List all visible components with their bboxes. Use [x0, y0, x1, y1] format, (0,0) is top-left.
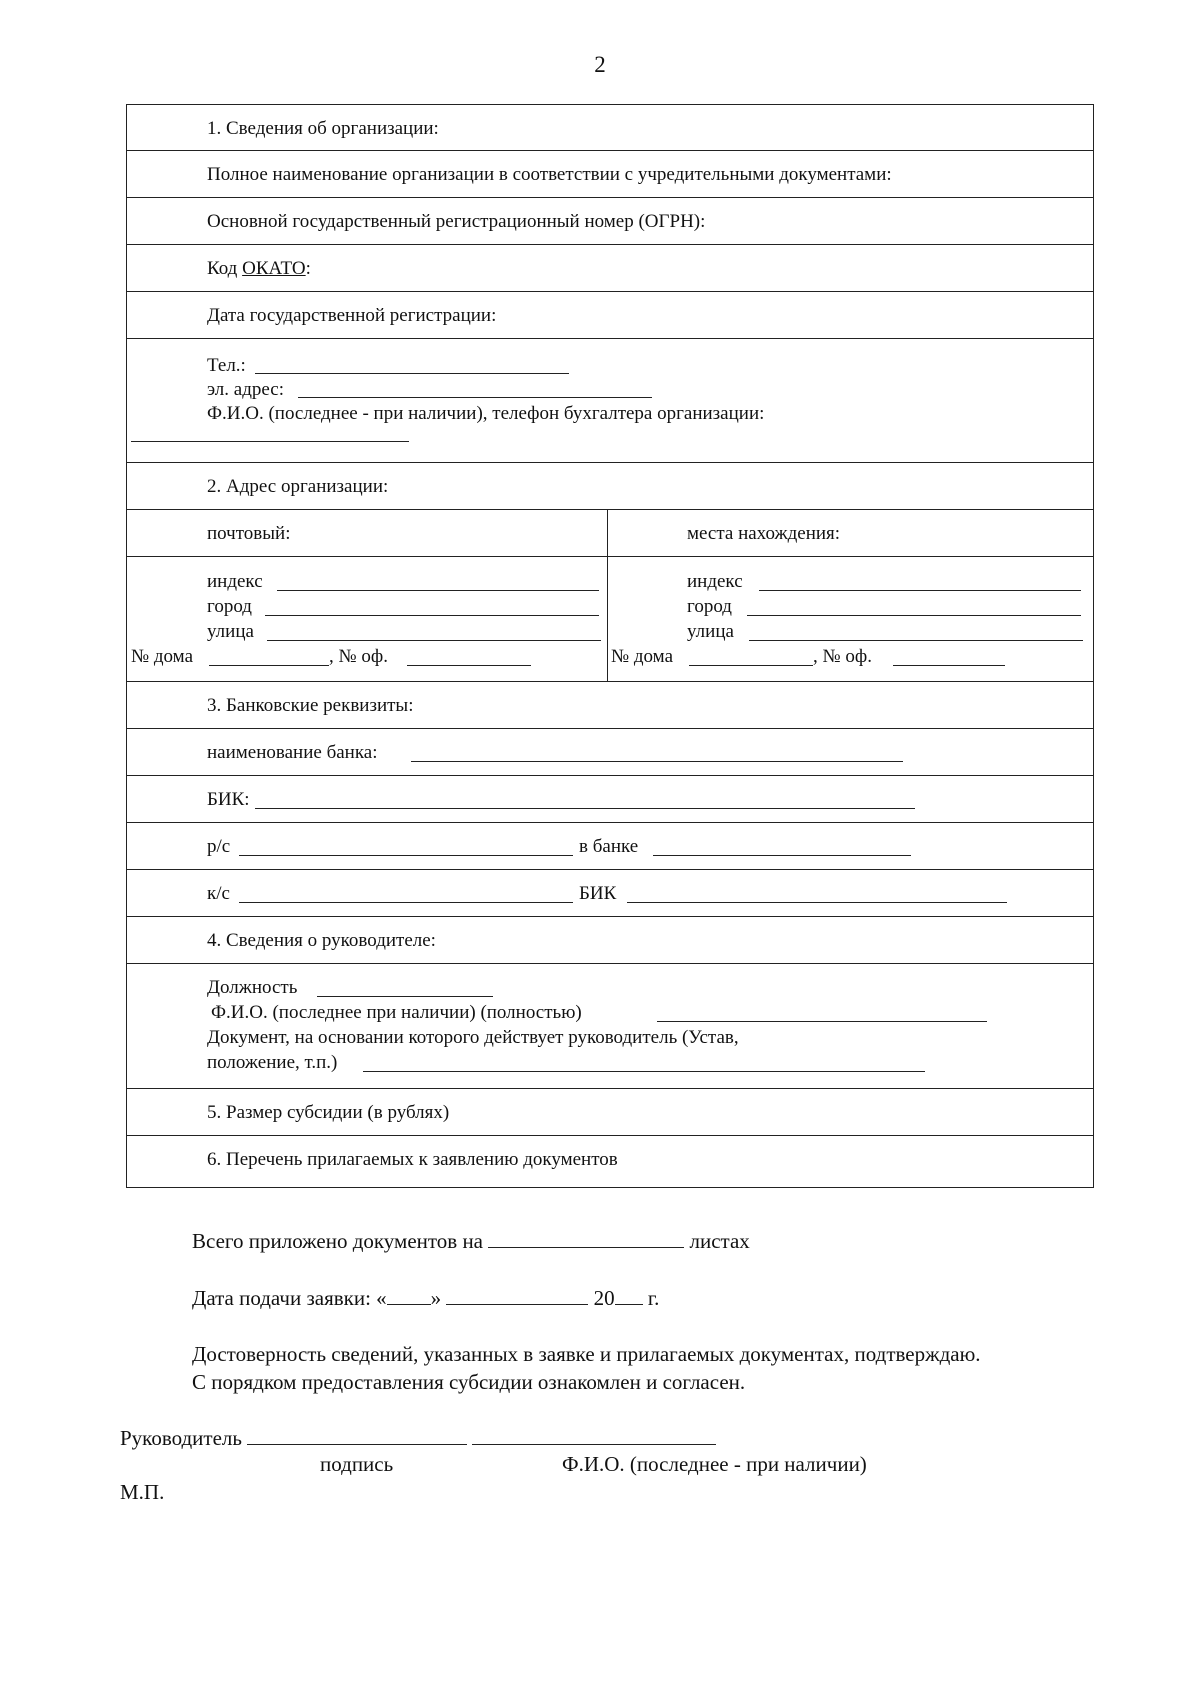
row-org-header: [127, 105, 1093, 151]
confirm-line-2: С порядком предоставления субсидии ознакомлен и согласен.: [192, 1370, 746, 1394]
row-contacts: [127, 339, 1093, 463]
head-fio-signature-field[interactable]: [472, 1427, 716, 1445]
application-form-table: [126, 104, 1094, 1188]
bik-field[interactable]: [255, 808, 915, 809]
bank-name-label: наименование банка:: [207, 742, 378, 763]
row-ogrn[interactable]: [127, 198, 1093, 245]
postal-city-label: город: [207, 596, 252, 617]
position-label: Должность: [207, 977, 298, 998]
date-year-field[interactable]: [615, 1287, 643, 1305]
bank-name-field[interactable]: [411, 761, 903, 762]
subsidy-label: 5. Размер субсидии (в рублях): [207, 1102, 450, 1123]
postal-house-label: № дома: [131, 646, 194, 667]
date-day-field[interactable]: [387, 1287, 431, 1305]
bik2-field[interactable]: [627, 902, 1007, 903]
phone-label: Тел.:: [207, 355, 246, 376]
row-attached-docs[interactable]: [127, 1136, 1093, 1186]
head-signature-line: [120, 1425, 716, 1451]
postal-index-field[interactable]: [277, 590, 599, 591]
signature-caption: подпись: [320, 1452, 394, 1476]
location-label: места нахождения:: [687, 523, 841, 544]
row-rs: [127, 823, 1093, 870]
ogrn-label: Основной государственный регистрационный номер (ОГРН):: [207, 211, 706, 232]
location-house-label: № дома: [611, 646, 674, 667]
head-fio-label: Ф.И.О. (последнее при наличии) (полностью): [211, 1002, 582, 1023]
stamp-label: М.П.: [120, 1480, 165, 1504]
location-city-label: город: [687, 596, 732, 617]
doc-basis-field[interactable]: [363, 1071, 925, 1072]
location-street-label: улица: [687, 621, 734, 642]
head-label: Руководитель: [120, 1426, 242, 1450]
row-bik: [127, 776, 1093, 823]
row-subsidy[interactable]: [127, 1089, 1093, 1136]
row-ks: [127, 870, 1093, 917]
location-index-label: индекс: [687, 571, 743, 592]
in-bank-label: в банке: [579, 836, 639, 857]
attached-count-line: [192, 1228, 750, 1254]
postal-label: почтовый:: [207, 523, 291, 544]
attached-docs-label: 6. Перечень прилагаемых к заявлению документов: [207, 1149, 618, 1170]
head-fio-field[interactable]: [657, 1021, 987, 1022]
submission-date-line: [192, 1285, 659, 1311]
rs-field[interactable]: [239, 855, 573, 856]
date-month-field[interactable]: [446, 1287, 588, 1305]
bik2-label: БИК: [579, 883, 617, 904]
okato-label: [207, 258, 311, 280]
attached-suffix: листах: [689, 1229, 750, 1253]
date-year-prefix: 20: [593, 1286, 615, 1310]
phone-field[interactable]: [255, 373, 569, 374]
postal-street-label: улица: [207, 621, 254, 642]
location-index-field[interactable]: [759, 590, 1081, 591]
full-name-label: Полное наименование организации в соответствии с учредительными документами:: [207, 164, 892, 185]
ks-field[interactable]: [239, 902, 573, 903]
postal-city-field[interactable]: [265, 615, 599, 616]
postal-office-label: , № оф.: [329, 646, 388, 667]
row-full-name[interactable]: [127, 151, 1093, 198]
ks-label: к/с: [207, 883, 230, 904]
row-address-types: [127, 510, 1093, 557]
row-bank-name: [127, 729, 1093, 776]
postal-house-field[interactable]: [209, 665, 329, 666]
row-address-header: [127, 463, 1093, 510]
bank-header-text: 3. Банковские реквизиты:: [207, 695, 414, 716]
address-header-text: 2. Адрес организации:: [207, 476, 389, 497]
email-label: эл. адрес:: [207, 379, 285, 400]
location-street-field[interactable]: [749, 640, 1083, 641]
position-field[interactable]: [317, 996, 493, 997]
okato-suffix: :: [305, 258, 311, 279]
reg-date-label: Дата государственной регистрации:: [207, 305, 497, 326]
bik-label: БИК:: [207, 789, 250, 810]
row-bank-header: [127, 682, 1093, 729]
page-number: 2: [594, 52, 606, 77]
okato-prefix: Код: [207, 258, 243, 279]
accountant-label: Ф.И.О. (последнее - при наличии), телефон бухгалтера организации:: [207, 403, 765, 424]
location-city-field[interactable]: [747, 615, 1081, 616]
doc-basis-label-2: положение, т.п.): [207, 1052, 338, 1073]
row-okato[interactable]: [127, 245, 1093, 292]
date-prefix: Дата подачи заявки: «: [192, 1286, 387, 1310]
fio-caption: Ф.И.О. (последнее - при наличии): [562, 1452, 867, 1476]
date-suffix: г.: [647, 1286, 660, 1310]
row-address-fields: [127, 557, 1093, 682]
org-header-text: 1. Сведения об организации:: [207, 118, 439, 139]
row-reg-date[interactable]: [127, 292, 1093, 339]
address-column-divider: [607, 510, 608, 682]
confirm-line-1: Достоверность сведений, указанных в заявке и прилагаемых документах, подтверждаю.: [192, 1342, 981, 1366]
date-mid: »: [430, 1286, 442, 1310]
row-head-details: [127, 964, 1093, 1089]
signature-field[interactable]: [247, 1427, 467, 1445]
head-header-text: 4. Сведения о руководителе:: [207, 930, 436, 951]
location-office-label: , № оф.: [813, 646, 872, 667]
email-field[interactable]: [298, 397, 652, 398]
postal-street-field[interactable]: [267, 640, 601, 641]
accountant-field[interactable]: [131, 441, 409, 442]
location-office-field[interactable]: [893, 665, 1005, 666]
postal-office-field[interactable]: [407, 665, 531, 666]
attached-prefix: Всего приложено документов на: [192, 1229, 484, 1253]
attached-count-field[interactable]: [488, 1230, 684, 1248]
postal-index-label: индекс: [207, 571, 263, 592]
rs-label: р/с: [207, 836, 231, 857]
doc-basis-label: Документ, на основании которого действует руководитель (Устав,: [207, 1027, 739, 1048]
in-bank-field[interactable]: [653, 855, 911, 856]
okato-link[interactable]: ОКАТО: [242, 258, 306, 279]
location-house-field[interactable]: [689, 665, 813, 666]
row-head-header: [127, 917, 1093, 964]
